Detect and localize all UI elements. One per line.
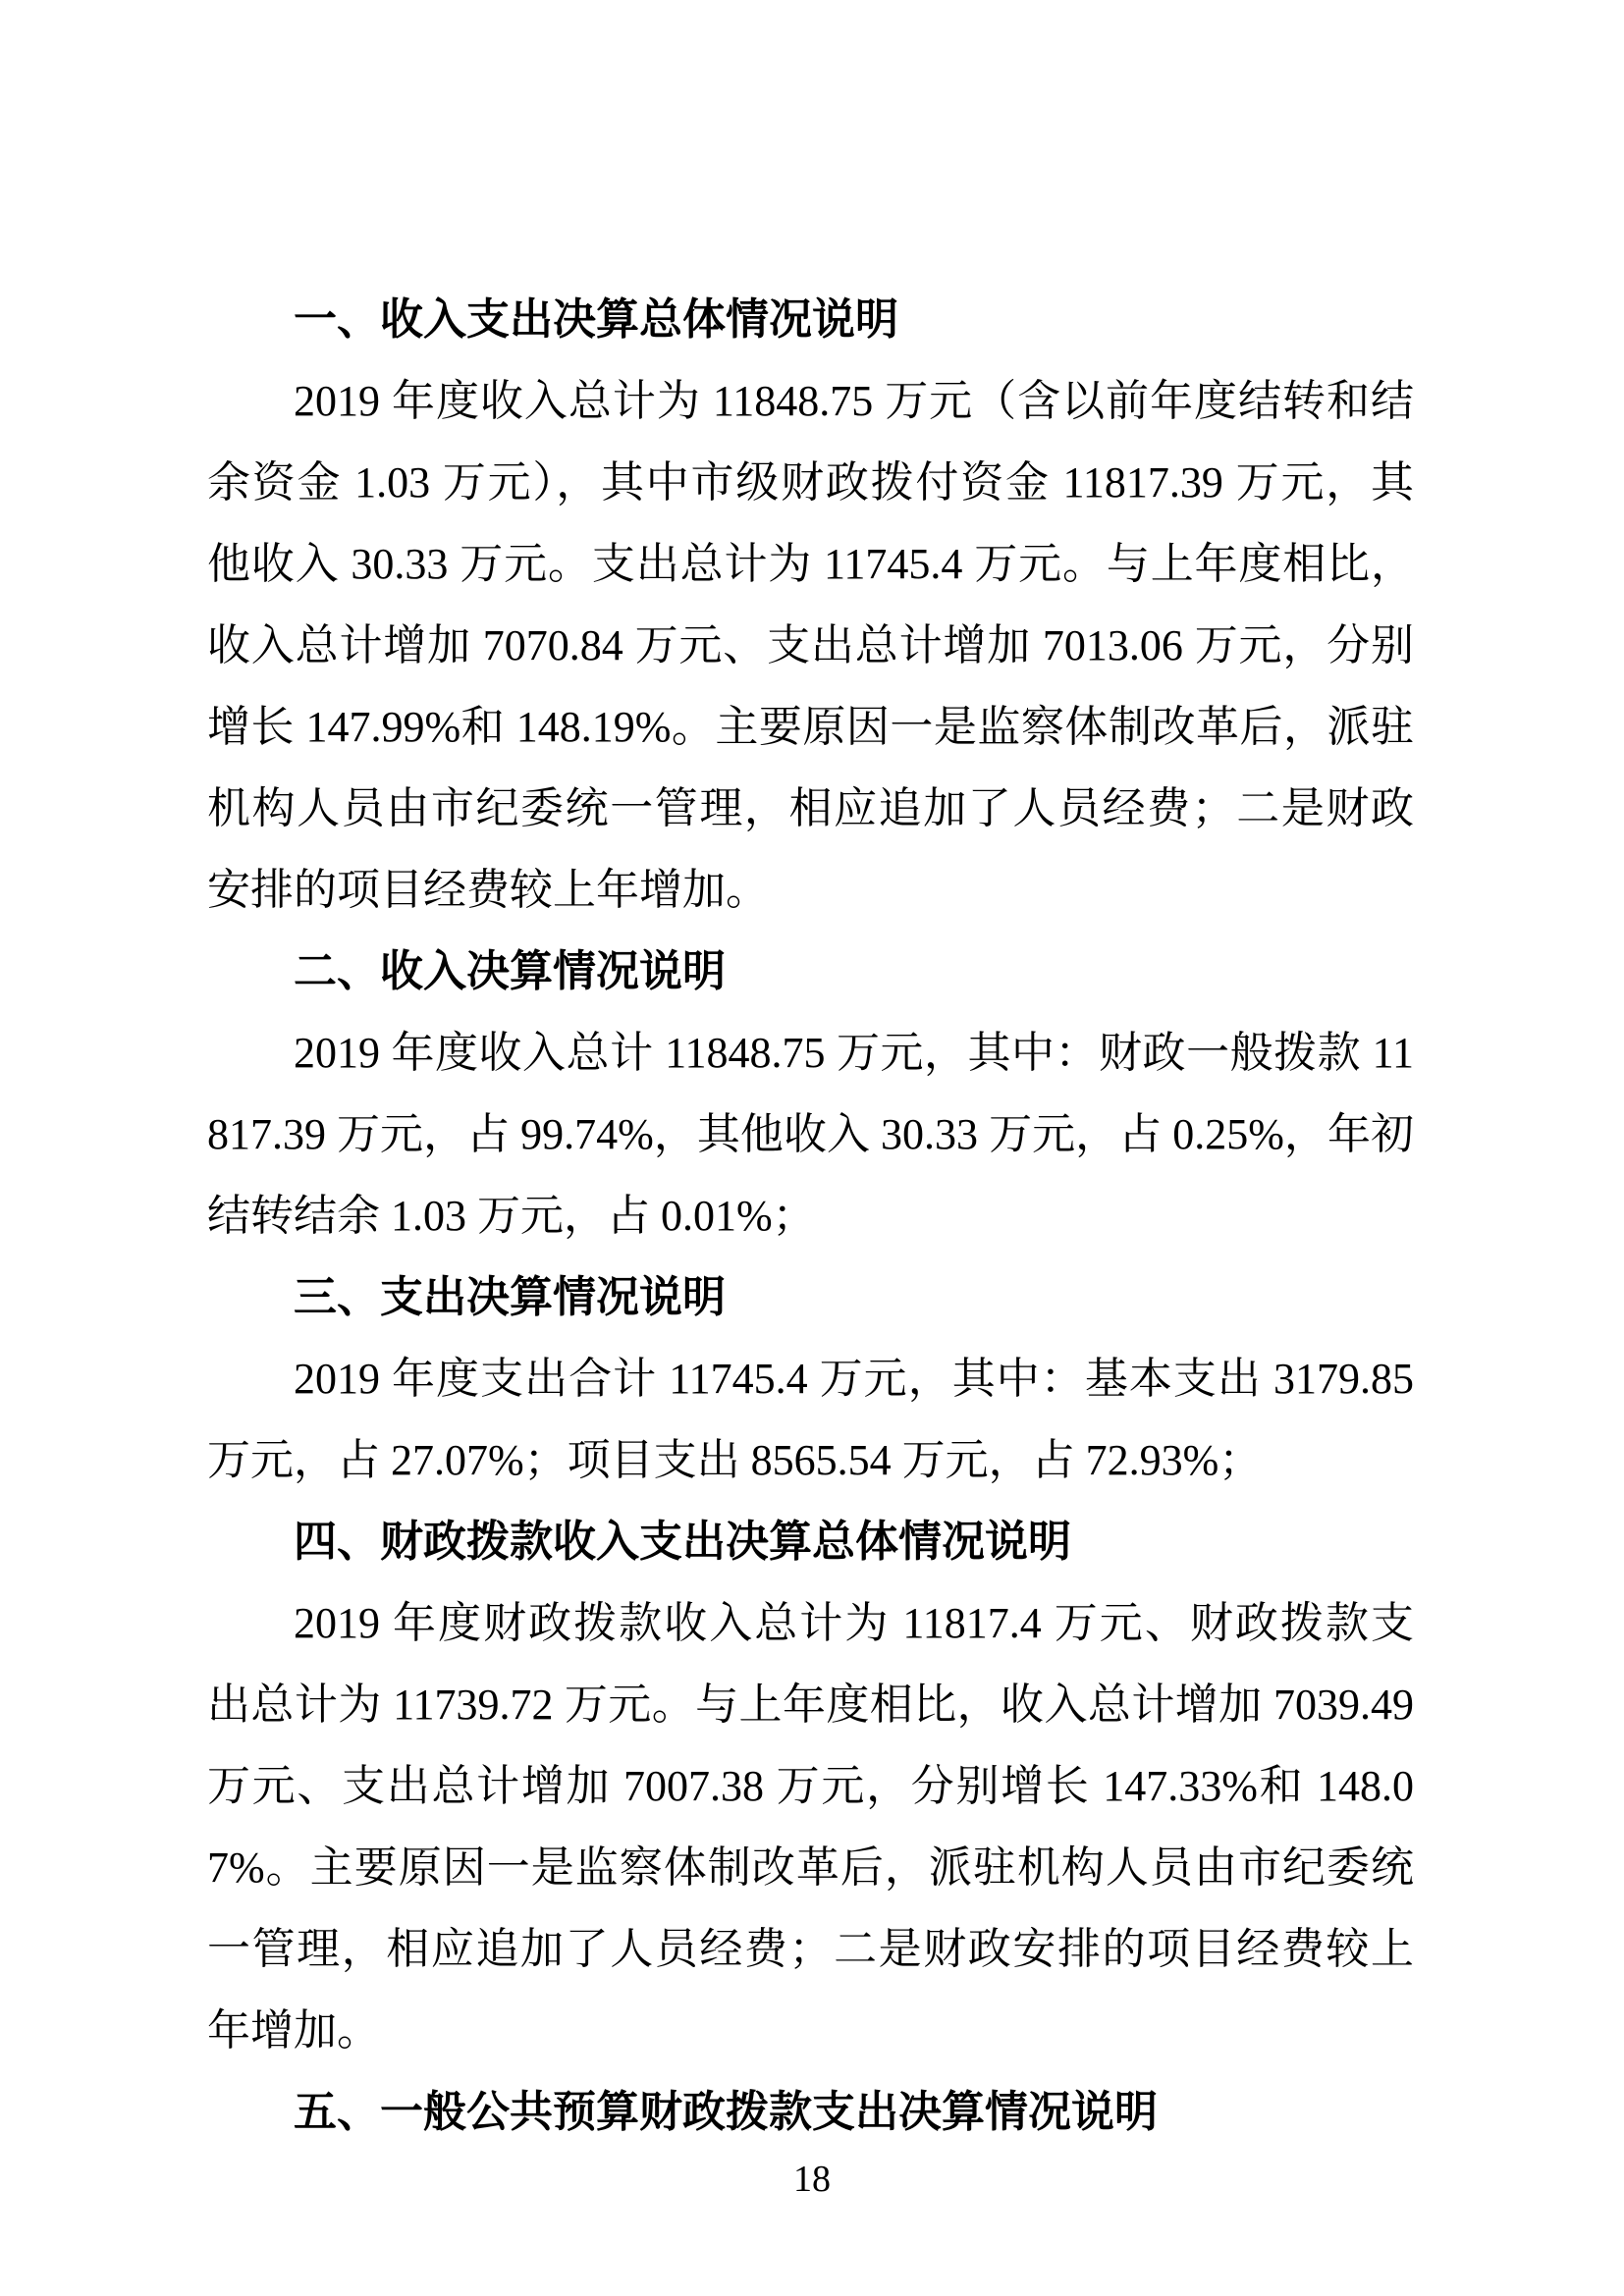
section-paragraph-3: 2019 年度支出合计 11745.4 万元，其中：基本支出 3179.85 万元，占 27.07%；项目支出 8565.54 万元，占 72.93%；	[207, 1355, 1414, 1484]
section-paragraph-1: 2019 年度收入总计为 11848.75 万元（含以前年度结转和结余资金 1.03 万元），其中市级财政拨付资金 11817.39 万元，其他收入 30.33 万元。支出总计为 11745.4 万元。与上年度相比，收入总计增加 7070.84 万元、支出总计增加 7013.06 万元，分别增长 147.99%和 148.19%。主要原因一是监察体制改革后，派驻机构人员由市纪委统一管理，相应追加了人员经费；二是财政安排的项目经费较上年增加。	[207, 377, 1414, 914]
section-paragraph-4: 2019 年度财政拨款收入总计为 11817.4 万元、财政拨款支出总计为 11739.72 万元。与上年度相比，收入总计增加 7039.49 万元、支出总计增加 7007.38 万元，分别增长 147.33%和 148.07%。主要原因一是监察体制改革后，派驻机构人员由市纪委统一管理，相应追加了人员经费；二是财政安排的项目经费较上年增加。	[207, 1599, 1414, 2055]
section-heading-1: 一、收入支出决算总体情况说明	[294, 295, 898, 344]
section-heading-5: 五、一般公共预算财政拨款支出决算情况说明	[294, 2088, 1158, 2136]
page-number: 18	[793, 2159, 831, 2200]
section-heading-2: 二、收入决算情况说明	[294, 947, 726, 995]
section-heading-4: 四、财政拨款收入支出决算总体情况说明	[294, 1518, 1071, 1566]
section-heading-3: 三、支出决算情况说明	[294, 1273, 726, 1321]
document-body	[207, 279, 1414, 2153]
section-paragraph-2: 2019 年度收入总计 11848.75 万元，其中：财政一般拨款 11817.39 万元，占 99.74%，其他收入 30.33 万元，占 0.25%，年初结转结余 1.03 万元，占 0.01%；	[207, 1029, 1414, 1240]
